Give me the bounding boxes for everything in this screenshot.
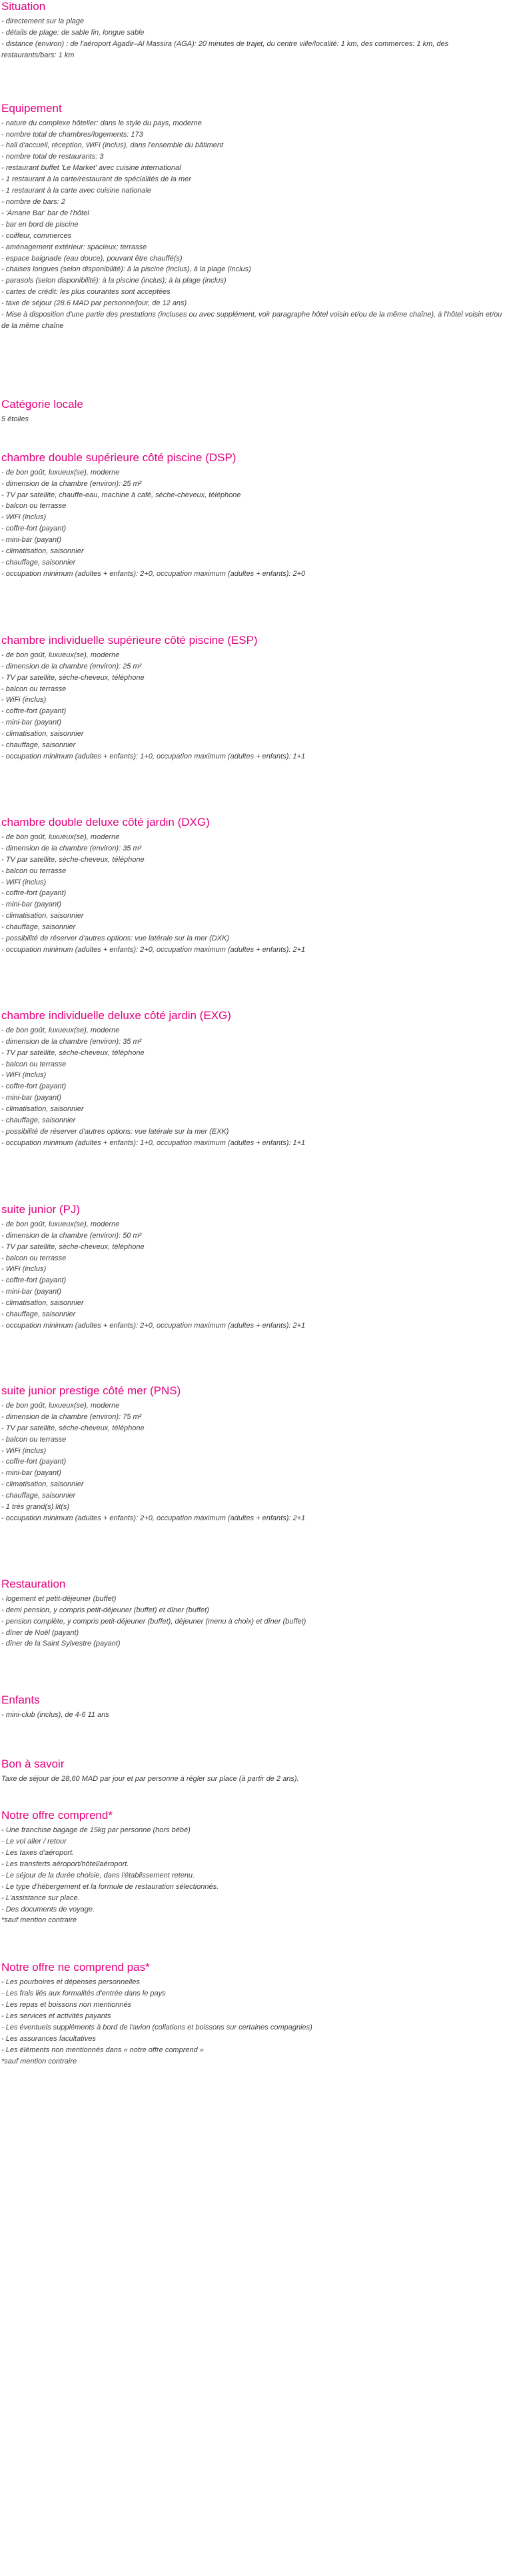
section-line: - TV par satellite, sèche-cheveux, téléphone <box>1 673 145 682</box>
section-line: - balcon ou terrasse <box>1 1435 67 1444</box>
section-line: - 1 restaurant à la carte avec cuisine nationale <box>1 187 152 195</box>
section-line: - dimension de la chambre (environ): 35 m² <box>1 844 142 852</box>
section-line: *sauf mention contraire <box>1 2057 77 2065</box>
section-title-pns: suite junior prestige côté mer (PNS) <box>1 1384 181 1397</box>
section-line: - parasols (selon disponibilité): à la piscine (inclus); à la plage (inclus) <box>1 277 227 285</box>
section-line: - climatisation, saisonnier <box>1 730 84 738</box>
section-line: - Les taxes d'aéroport. <box>1 1849 75 1857</box>
section-line: - occupation minimum (adultes + enfants): 2+0, occupation maximum (adultes + enfants): 2+1 <box>1 1514 306 1522</box>
section-line: - Les pourboires et dépenses personnelles <box>1 1978 140 1987</box>
section-exg <box>1 1009 504 1149</box>
section-title-dxg: chambre double deluxe côté jardin (DXG) <box>1 815 210 828</box>
section-bon-a-savoir <box>1 1758 504 1785</box>
section-line: - détails de plage: de sable fin, longue sable <box>1 28 145 37</box>
section-line: - bar en bord de piscine <box>1 220 79 229</box>
section-line: - de bon goût, luxueux(se), moderne <box>1 1026 120 1034</box>
section-pj <box>1 1203 504 1332</box>
section-line: - demi pension, y compris petit-déjeuner (buffet) et dîner (buffet) <box>1 1606 209 1614</box>
section-line: - directement sur la plage <box>1 17 85 25</box>
section-line: - WiFi (inclus) <box>1 878 47 886</box>
section-equipement <box>1 102 504 332</box>
section-line: - chauffage, saisonnier <box>1 1310 76 1319</box>
section-line: - de bon goût, luxueux(se), moderne <box>1 1220 120 1228</box>
section-line: - occupation minimum (adultes + enfants): 1+0, occupation maximum (adultes + enfants): 1+1 <box>1 752 306 760</box>
section-line: - Les services et activités payants <box>1 2012 111 2021</box>
section-line: - cartes de crédit: les plus courantes sont acceptées <box>1 288 171 297</box>
section-line: - Le type d'hébergement et la formule de restauration sélectionnés. <box>1 1882 219 1891</box>
section-line: - mini-bar (payant) <box>1 1288 61 1296</box>
section-line: - WiFi (inclus) <box>1 513 47 522</box>
section-line: - espace baignade (eau douce), pouvant être chauffé(s) <box>1 254 183 263</box>
section-line: - hall d'accueil, réception, WiFi (inclus), dans l'ensemble du bâtiment <box>1 141 224 150</box>
section-line: - balcon ou terrasse <box>1 502 67 511</box>
section-line: - chaises longues (selon disponibilité): à la piscine (inclus), à la plage (inclus) <box>1 265 251 274</box>
section-line: - Des documents de voyage. <box>1 1905 95 1914</box>
section-line: - coffre-fort (payant) <box>1 1082 67 1091</box>
section-line: - possibilité de réserver d'autres options: vue latérale sur la mer (DXK) <box>1 934 230 943</box>
section-line: *sauf mention contraire <box>1 1916 77 1925</box>
section-line: - balcon ou terrasse <box>1 1254 67 1262</box>
section-pns <box>1 1384 504 1524</box>
section-dsp <box>1 451 504 580</box>
section-line: - 1 restaurant à la carte/restaurant de spécialités de la mer <box>1 175 191 184</box>
section-categorie <box>1 398 504 425</box>
section-offre-comprend <box>1 1809 504 1926</box>
section-line: - coffre-fort (payant) <box>1 707 67 716</box>
section-line: - 1 très grand(s) lit(s) <box>1 1503 70 1512</box>
section-title-offre-ne-comprend-pas: Notre offre ne comprend pas* <box>1 1961 150 1974</box>
section-line: - climatisation, saisonnier <box>1 1299 84 1308</box>
section-line: - TV par satellite, sèche-cheveux, téléphone <box>1 1242 145 1251</box>
section-restauration <box>1 1578 504 1650</box>
section-line: - mini-bar (payant) <box>1 900 61 909</box>
section-line: - climatisation, saisonnier <box>1 1480 84 1489</box>
section-line: - WiFi (inclus) <box>1 1265 47 1274</box>
section-line: - aménagement extérieur: spacieux; terrasse <box>1 243 147 251</box>
section-title-dsp: chambre double supérieure côté piscine (DSP) <box>1 451 237 464</box>
section-line: - chauffage, saisonnier <box>1 1492 76 1500</box>
section-line: - coffre-fort (payant) <box>1 1458 67 1466</box>
section-title-equipement: Equipement <box>1 101 62 115</box>
section-line: - taxe de séjour (28.6 MAD par personne/jour, de 12 ans) <box>1 299 187 308</box>
section-line: - WiFi (inclus) <box>1 1446 47 1455</box>
section-line: - occupation minimum (adultes + enfants): 1+0, occupation maximum (adultes + enfants): 1+1 <box>1 1138 306 1147</box>
section-line: - logement et petit-déjeuner (buffet) <box>1 1594 117 1603</box>
section-line: - pension complète, y compris petit-déjeuner (buffet), déjeuner (menu à choix) et dîner (buffet) <box>1 1617 306 1626</box>
section-line: - Mise à disposition d'une partie des prestations (incluses ou avec supplément, voir paragraphe hôtel voisin et/ou de la même chaîne), à l'hôtel voisin et/ou de la même chaîne <box>1 311 502 330</box>
section-line: - Une franchise bagage de 15kg par personne (hors bébé) <box>1 1826 191 1835</box>
section-line: - balcon ou terrasse <box>1 1060 67 1068</box>
section-line: - climatisation, saisonnier <box>1 547 84 556</box>
section-line: - dimension de la chambre (environ): 75 m² <box>1 1412 142 1421</box>
section-line: - nombre total de chambres/logements: 173 <box>1 130 143 139</box>
section-line: - coffre-fort (payant) <box>1 525 67 533</box>
section-line: - dimension de la chambre (environ): 25 m² <box>1 479 142 488</box>
section-line: - nombre de bars: 2 <box>1 197 65 206</box>
section-line: - occupation minimum (adultes + enfants): 2+0, occupation maximum (adultes + enfants): 2+1 <box>1 945 306 954</box>
section-line: - Les assurances facultatives <box>1 2034 96 2043</box>
section-line: - nombre total de restaurants: 3 <box>1 153 104 161</box>
section-line: - mini-bar (payant) <box>1 1469 61 1478</box>
section-dxg <box>1 816 504 956</box>
section-line: - mini-bar (payant) <box>1 718 61 727</box>
section-title-offre-comprend: Notre offre comprend* <box>1 1809 113 1822</box>
section-title-exg: chambre individuelle deluxe côté jardin (EXG) <box>1 1008 231 1022</box>
section-line: - distance (environ) : de l'aéroport Agadir–Al Massira (AGA): 20 minutes de trajet, du centre ville/localité: 1 km, des commerces: 1 km, des restaurants/bars: 1 km <box>1 39 449 59</box>
section-line: - L'assistance sur place. <box>1 1894 80 1902</box>
section-line: - chauffage, saisonnier <box>1 559 76 567</box>
section-line: - occupation minimum (adultes + enfants): 2+0, occupation maximum (adultes + enfants): 2+1 <box>1 1321 306 1330</box>
section-title-restauration: Restauration <box>1 1577 66 1590</box>
section-line: - mini-club (inclus), de 4-6 11 ans <box>1 1711 109 1720</box>
section-title-pj: suite junior (PJ) <box>1 1202 81 1216</box>
section-line: - balcon ou terrasse <box>1 684 67 693</box>
section-line: - nature du complexe hôtelier: dans le style du pays, moderne <box>1 119 202 127</box>
section-line: - dimension de la chambre (environ): 25 m² <box>1 662 142 670</box>
section-line: - Les éléments non mentionnés dans « notre offre comprend » <box>1 2045 204 2054</box>
section-line: - dîner de la Saint Sylvestre (payant) <box>1 1640 121 1648</box>
section-situation <box>1 0 504 61</box>
section-offre-ne-comprend-pas <box>1 1961 504 2067</box>
section-line: - chauffage, saisonnier <box>1 741 76 750</box>
section-line: - Les transferts aéroport/hôtel/aéroport. <box>1 1860 129 1868</box>
section-line: - Les frais liés aux formalités d'entrée dans le pays <box>1 1989 166 1998</box>
section-line: - de bon goût, luxueux(se), moderne <box>1 832 120 841</box>
section-line: - restaurant buffet 'Le Market' avec cuisine international <box>1 164 181 173</box>
section-line: - possibilité de réserver d'autres options: vue latérale sur la mer (EXK) <box>1 1128 229 1136</box>
section-line: - coffre-fort (payant) <box>1 1276 67 1285</box>
section-line: - coffre-fort (payant) <box>1 889 67 898</box>
section-line: - balcon ou terrasse <box>1 866 67 875</box>
section-title-enfants: Enfants <box>1 1694 40 1707</box>
section-line: - mini-bar (payant) <box>1 1094 61 1102</box>
section-line: - de bon goût, luxueux(se), moderne <box>1 650 120 659</box>
section-line: - dimension de la chambre (environ): 35 m² <box>1 1037 142 1046</box>
section-line: - dîner de Noël (payant) <box>1 1628 79 1637</box>
section-line: - mini-bar (payant) <box>1 536 61 545</box>
section-title-categorie: Catégorie locale <box>1 397 83 411</box>
section-line: Taxe de séjour de 28,60 MAD par jour et par personne à régler sur place (à partir de 2 ans). <box>1 1775 299 1784</box>
section-line: - 'Amane Bar' bar de l'hôtel <box>1 209 89 217</box>
section-line: - WiFi (inclus) <box>1 696 47 704</box>
section-line: - de bon goût, luxueux(se), moderne <box>1 1401 120 1410</box>
section-title-situation: Situation <box>1 0 46 13</box>
section-line: - TV par satellite, chauffe-eau, machine à café, sèche-cheveux, téléphone <box>1 491 241 499</box>
section-line: - Le séjour de la durée choisie, dans l'établissement retenu. <box>1 1871 195 1880</box>
section-line: - dimension de la chambre (environ): 50 m² <box>1 1231 142 1240</box>
section-line: - de bon goût, luxueux(se), moderne <box>1 468 120 477</box>
section-line: - Les éventuels suppléments à bord de l'avion (collations et boissons sur certaines compagnies) <box>1 2023 312 2031</box>
section-line: - climatisation, saisonnier <box>1 912 84 920</box>
section-line: - Le vol aller / retour <box>1 1838 67 1846</box>
section-line: - chauffage, saisonnier <box>1 923 76 932</box>
section-line: - WiFi (inclus) <box>1 1071 47 1080</box>
section-line: - TV par satellite, sèche-cheveux, téléphone <box>1 1424 145 1432</box>
section-line: - climatisation, saisonnier <box>1 1105 84 1114</box>
section-enfants <box>1 1694 504 1721</box>
section-line: - coiffeur, commerces <box>1 231 72 240</box>
section-line: - TV par satellite, sèche-cheveux, téléphone <box>1 855 145 864</box>
section-line: 5 étoiles <box>1 415 29 423</box>
section-esp <box>1 634 504 762</box>
section-title-bon-a-savoir: Bon à savoir <box>1 1758 65 1771</box>
section-title-esp: chambre individuelle supérieure côté piscine (ESP) <box>1 633 258 646</box>
section-line: - chauffage, saisonnier <box>1 1116 76 1125</box>
section-line: - Les repas et boissons non mentionnés <box>1 2001 132 2009</box>
section-line: - TV par satellite, sèche-cheveux, téléphone <box>1 1048 145 1057</box>
section-line: - occupation minimum (adultes + enfants): 2+0, occupation maximum (adultes + enfants): 2+0 <box>1 569 306 578</box>
